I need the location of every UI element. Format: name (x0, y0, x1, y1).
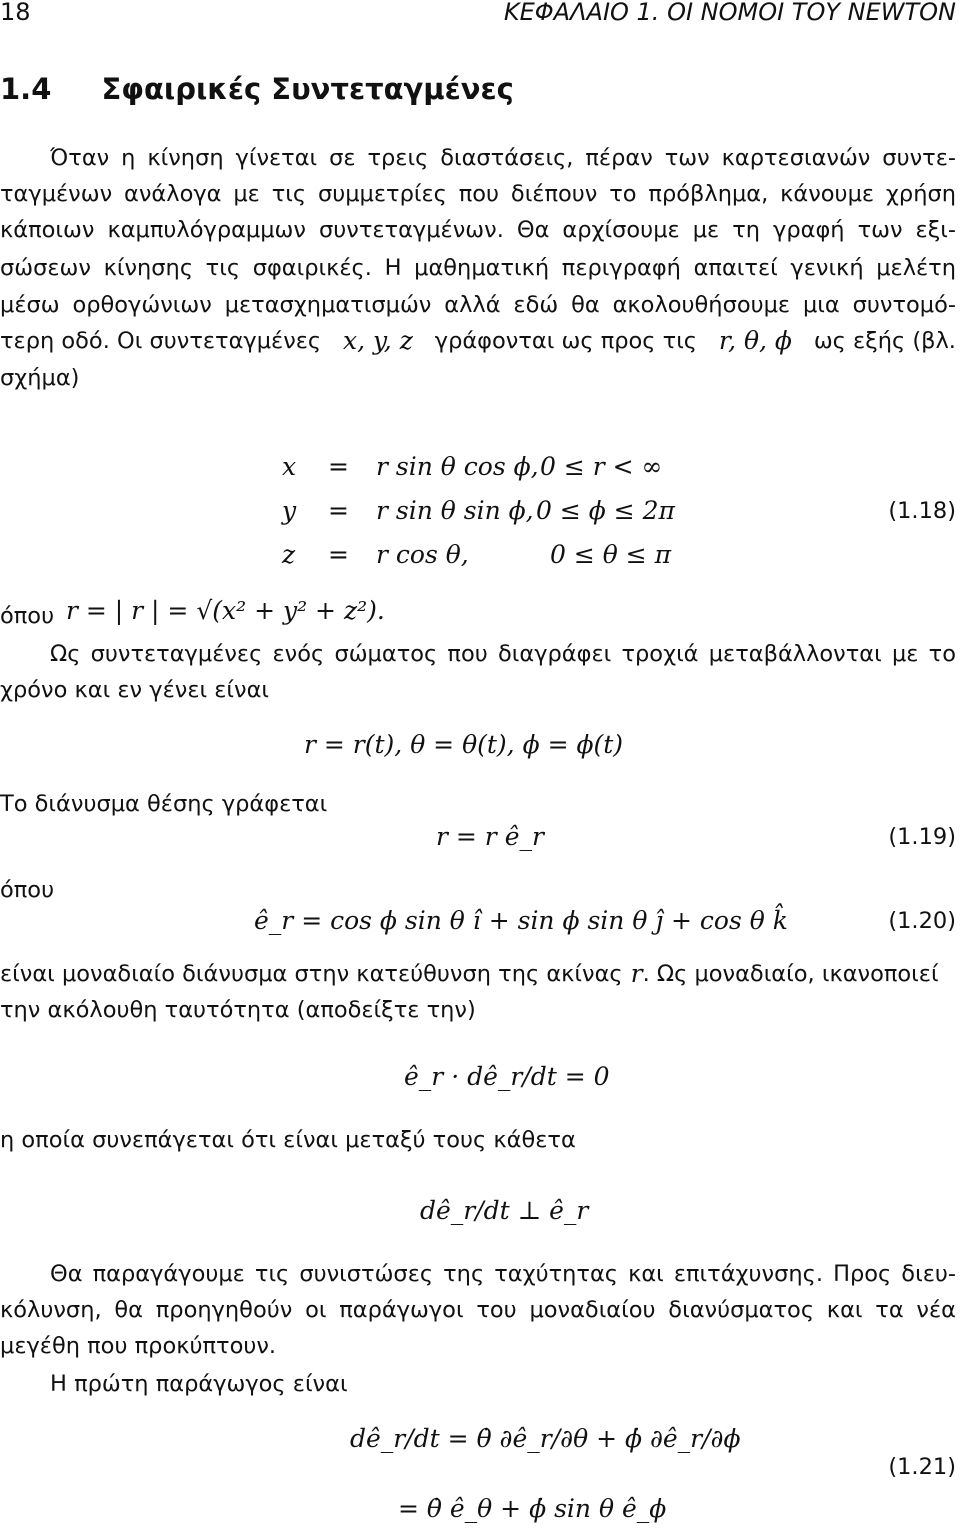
para3-line-1-b: . Ως μοναδιαίο, ικανοποιεί (642, 961, 939, 987)
para3-line-1 (0, 956, 956, 993)
para5-line-3: μεγέθη που προκύπτουν. (0, 1333, 277, 1359)
where-r-word: όπου (0, 603, 55, 629)
para3-line-1-a: είναι μοναδιαίο διάνυσμα στην κατεύθυνση της ακίνας (0, 961, 623, 987)
eq-identity: ê_r · dê_r/dt = 0 (404, 1062, 610, 1091)
page-number: 18 (0, 0, 31, 26)
where2-word: όπου (0, 877, 55, 903)
intro-line-7: σχήμα) (0, 365, 80, 391)
intro-line-2: ταγμένων ανάλογα με τις συμμετρίες που διέπουν το πρόβλημα, κάνουμε χρήση (0, 181, 956, 207)
eq118-row1-lhs: x (282, 452, 297, 481)
eq118-row2-cond: 0 ≤ ϕ ≤ 2π (536, 496, 675, 525)
section-heading (0, 72, 514, 106)
para6: Η πρώτη παράγωγος είναι (50, 1371, 348, 1397)
eq120-number: (1.20) (888, 908, 956, 934)
eq118-row3-lhs: z (282, 540, 296, 569)
running-title: ΚΕΦΑΛΑΙΟ 1. ΟΙ ΝΟΜΟΙ ΤΟΥ ΝΕWΤΟΝ (503, 0, 956, 26)
para2-line-1: Ως συντεταγμένες ενός σώματος που διαγράφει τροχιά μεταβάλλονται με το (50, 641, 956, 667)
eq-time: r = r(t), θ = θ(t), ϕ = ϕ(t) (304, 730, 624, 759)
intro-line-6 (0, 323, 956, 360)
eq118-row1-equals: = (328, 452, 349, 481)
eq121-number: (1.21) (888, 1454, 956, 1480)
eq118-row3-cond: 0 ≤ θ ≤ π (550, 540, 672, 569)
section-title: Σφαιρικές Συντεταγμένες (101, 72, 514, 106)
position-text: Το διάνυσμα θέσης γράφεται (0, 791, 328, 817)
section-number: 1.4 (0, 72, 52, 106)
eq118-row2-equals: = (328, 496, 349, 525)
intro-line-5: μέσω ορθογώνιων μετασχηματισμών αλλά εδώ θα ακολουθήσουμε μια συντομό- (0, 292, 956, 318)
eq120-expr: ê_r = cos ϕ sin θ î + sin ϕ sin θ ĵ + cos θ k̂ (254, 906, 788, 935)
eq118-row3-rhs: r cos θ, (376, 540, 469, 569)
eq118-row2-rhs: r sin θ sin ϕ, (376, 496, 534, 525)
para3-line-2: την ακόλουθη ταυτότητα (αποδείξτε την) (0, 997, 476, 1023)
intro-line-4: σώσεων κίνησης τις σφαιρικές. Η μαθηματική περιγραφή απαιτεί γενική μελέτη (0, 255, 956, 281)
eq118-number: (1.18) (888, 498, 956, 524)
intro-line-6-c: ως εξής (βλ. (813, 328, 956, 354)
intro-line-6-a: τερη οδό. Οι συντεταγμένες (0, 328, 322, 354)
eq118-row1-cond: 0 ≤ r < ∞ (540, 452, 663, 481)
intro-line-6-b: γράφονται ως προς τις (434, 328, 698, 354)
para5-line-2: κόλυνση, θα προηγηθούν οι παράγωγοι του μοναδιαίου διανύσματος και τα νέα (0, 1297, 956, 1323)
symbol-xyz: x, y, z (343, 326, 413, 355)
para2-line-2: χρόνο και εν γένει είναι (0, 677, 270, 703)
intro-line-3: κάποιων καμπυλόγραμμων συντεταγμένων. Θα αρχίσουμε με τη γραφή των εξι- (0, 217, 956, 243)
intro-line-1: Όταν η κίνηση γίνεται σε τρεις διαστάσεις, πέραν των καρτεσιανών συντε- (50, 145, 956, 171)
eq121-line-1: dê_r/dt = θ̇ ∂ê_r/∂θ + ϕ̇ ∂ê_r/∂ϕ (350, 1424, 741, 1453)
para4: η οποία συνεπάγεται ότι είναι μεταξύ τους κάθετα (0, 1127, 576, 1153)
eq119-number: (1.19) (888, 824, 956, 850)
eq118-row1-rhs: r sin θ cos ϕ, (376, 452, 539, 481)
eq121-line-2: = θ̇ ê_θ + ϕ̇ sin θ ê_ϕ (398, 1494, 667, 1523)
para5-line-1: Θα παραγάγουμε τις συνιστώσες της ταχύτητας και επιτάχυνσης. Προς διευ- (50, 1261, 956, 1287)
where-r-expr: r = | r | = √(x² + y² + z²). (66, 596, 385, 625)
eq118-row2-lhs: y (282, 496, 297, 525)
symbol-r: r (630, 959, 643, 988)
eq118-row3-equals: = (328, 540, 349, 569)
eq119-expr: r = r ê_r (436, 822, 544, 851)
symbol-rthetaphi: r, θ, ϕ (718, 326, 792, 355)
eq-perp: dê_r/dt ⊥ ê_r (420, 1196, 589, 1225)
